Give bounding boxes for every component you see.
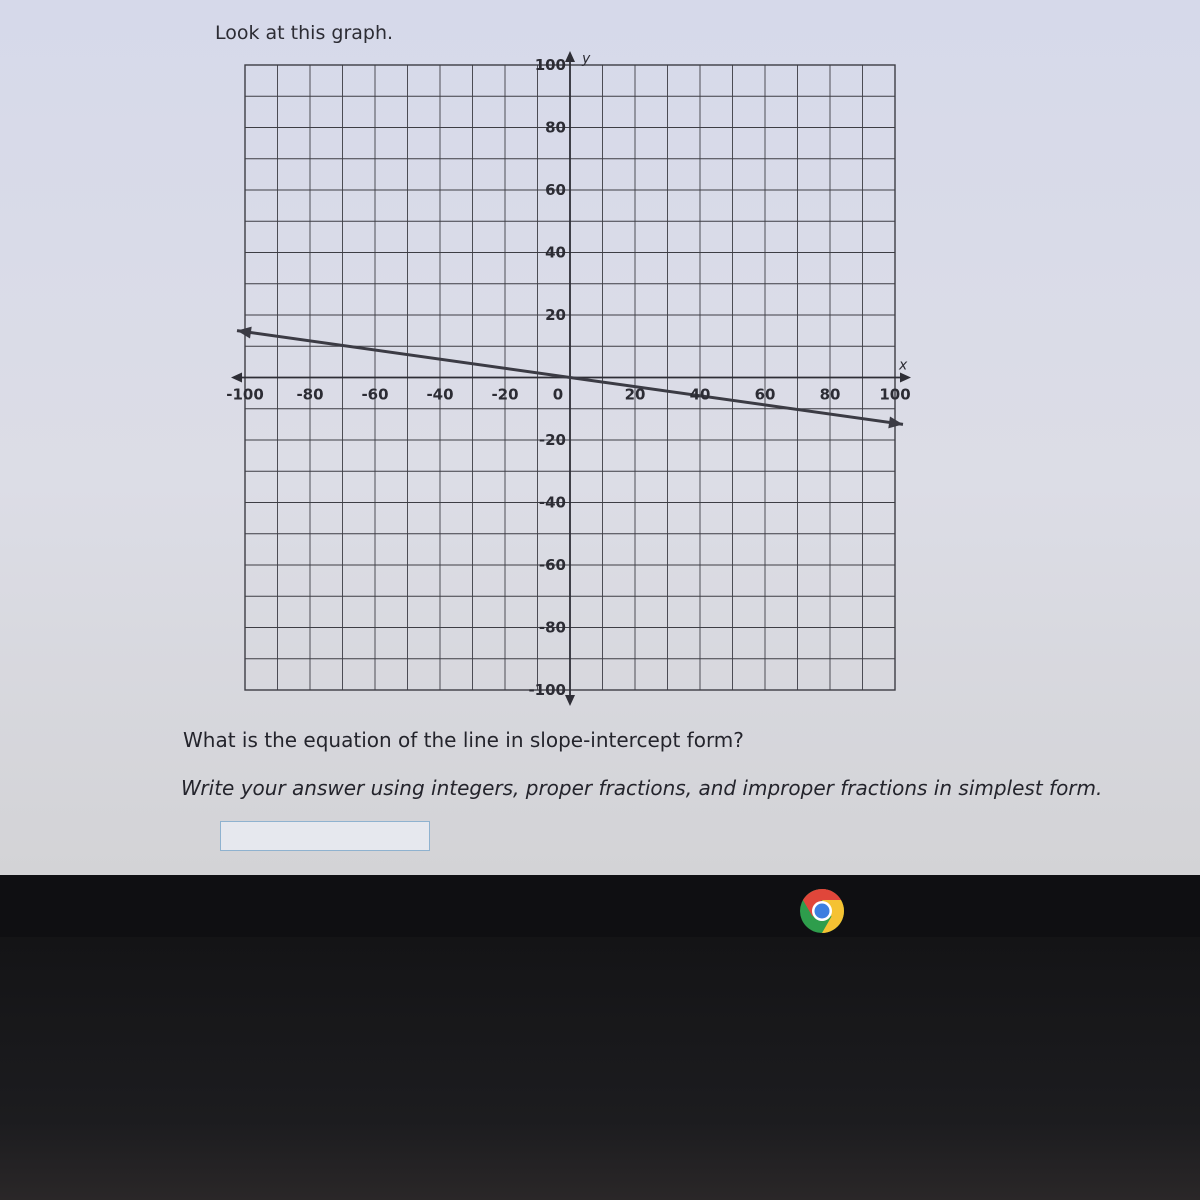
instructions-text: Write your answer using integers, proper fractions, and improper fractions in simplest form. [181,776,1103,800]
laptop-bezel [0,937,1200,1200]
x-tick-label: 100 [879,385,911,404]
y-axis-arrow-down [565,695,575,706]
x-tick-label: 40 [689,385,711,404]
answer-input[interactable] [220,821,430,851]
y-tick-label: -80 [538,618,566,637]
prompt-text: Look at this graph. [215,22,394,44]
y-tick-label: 100 [534,56,566,74]
y-tick-label: -100 [528,681,566,699]
y-tick-label: 60 [545,181,566,199]
x-tick-label: 0 [552,385,564,404]
x-tick-label: -20 [491,385,519,404]
y-tick-label: 80 [545,118,566,137]
taskbar [0,875,1200,937]
y-tick-label: 40 [545,243,566,262]
chrome-icon[interactable] [798,887,846,935]
x-tick-label: -40 [426,385,454,404]
y-tick-label: -60 [538,556,566,574]
question-text: What is the equation of the line in slope-intercept form? [183,728,744,752]
y-tick-label: 20 [545,306,566,324]
y-axis-arrow-up [565,51,575,62]
x-axis-label: x [899,357,908,374]
tick-labels [226,51,910,699]
x-axis-arrow-left [231,373,242,383]
x-tick-label: 60 [754,385,776,404]
y-tick-label: -40 [538,493,566,512]
x-tick-label: -100 [226,385,264,404]
x-tick-label: -60 [361,385,389,404]
coordinate-graph [225,50,915,710]
y-tick-label: -20 [538,431,566,449]
x-tick-label: 20 [624,385,646,404]
y-axis-label: y [582,51,591,67]
x-axis-arrow-right [900,373,911,383]
x-tick-label: -80 [296,385,324,404]
x-tick-label: 80 [819,385,841,404]
